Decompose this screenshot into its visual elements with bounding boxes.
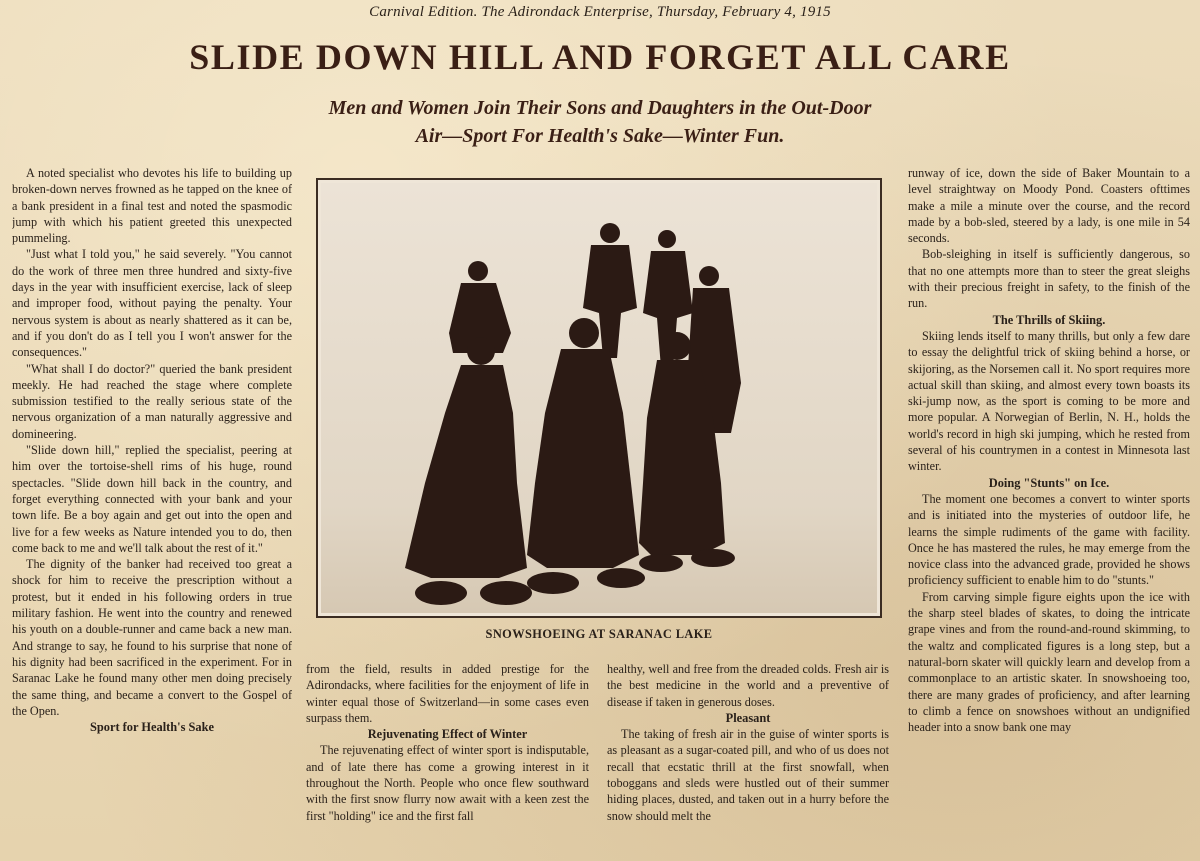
section-heading: Rejuvenating Effect of Winter — [367, 727, 528, 742]
paragraph: Bob-sleighing in itself is sufficiently dangerous, so that no one attempts more than to steer the great sleighs with their precious freight in safety, to the finish of the run. — [908, 247, 1190, 311]
headline: SLIDE DOWN HILL AND FORGET ALL CARE — [189, 37, 1011, 77]
paragraph: "Just what I told you," he said severely. "You cannot do the work of three men three hundred and sixty-five days in the year with insufficient exercise, lack of sleep and improper food, without paying the penalty. Your nervous system is about as nearly shattered as it can be, and if you don't do as I tell you I won't answer for the consequences." — [12, 247, 292, 360]
left-column — [12, 165, 292, 861]
paragraph: The rejuvenating effect of winter sport is indisputable, and of late there has come a growing interest in it throughout the North. People who once flew southward with the first snow flurry now await with a keen zest the first "holding" ice and the first fall — [306, 743, 589, 823]
subhead-line-1: Men and Women Join Their Sons and Daughters in the Out-Door — [328, 97, 872, 119]
subhead — [0, 94, 1200, 150]
photo-image — [321, 183, 877, 613]
paragraph: A noted specialist who devotes his life to building up broken-down nerves frowned as he tapped on the knee of a bank president in a final test and noted the spasmodic jump with which his patient greeted this unexpected pummeling. — [12, 166, 292, 246]
paragraph: "Slide down hill," replied the specialist, peering at him over the tortoise-shell rims of his huge, round spectacles. "Slide down hill back in the country, and forget everything connected with your bank and your town life. Be a boy again and get out into the open and live for a few weeks as Nature intended you to do, then come back to me and we'll talk about the rest of it." — [12, 443, 292, 555]
section-heading: The Thrills of Skiing. — [992, 312, 1106, 327]
continued-paragraph: from the field, results in added prestige for the Adirondacks, where facilities for the enjoyment of life in winter equal those of Switzerland—in some cases even surpass them. — [306, 662, 589, 725]
photo-caption: SNOWSHOEING AT SARANAC LAKE — [485, 627, 713, 641]
section-heading: Sport for Health's Sake — [89, 720, 215, 735]
section-heading: Doing "Stunts" on Ice. — [988, 475, 1110, 490]
snowshoers-silhouette-illustration — [321, 183, 877, 613]
subhead-line-2: Air—Sport For Health's Sake—Winter Fun. — [415, 125, 785, 147]
continued-paragraph: runway of ice, down the side of Baker Mountain to a level straightway on Moody Pond. Coasters ofttimes make a mile a minute over the course, and the record made by a bob-sled, steered by a lady, is one mile in 54 seconds. — [908, 166, 1190, 246]
paragraph: The moment one becomes a convert to winter sports and is initiated into the mysteries of outdoor life, he learns the simple rudiments of the game with facility. Once he has mastered the rules, he may emerge from the novice class into the advanced grade, provided he shows proficiency sufficient to enable him to do "stunts." — [908, 491, 1190, 588]
section-heading: Pleasant — [725, 710, 771, 725]
paragraph: The dignity of the banker had received too great a shock for him to receive the prescription without a protest, but it ended in his following orders in true military fashion. He went into the country and renewed his youth on a double-runner and came back a new man. And strange to say, he found to his surprise that none of his dignity had been sacrificed in the experiment. For in Saranac Lake he found many other men doing precisely the same thing, and became a convert to the Gospel of the Open. — [12, 557, 292, 718]
paragraph: From carving simple figure eights upon the ice with the sharp steel blades of skates, to doing the intricate grape vines and from the round-and-round skimming, to the waltz and complicated figures is a long step, but a natural-born skater will quickly learn and develop from a commonplace to an artistic skater. In snowshoeing too, there are many grades of proficiency, and after learning to climb a fence on snowshoes without an undignified header into a snow bank one may — [908, 589, 1190, 735]
paragraph: The taking of fresh air in the guise of winter sports is as pleasant as a sugar-coated pill, and who of us does not recall that ecstatic thrill at the first snowfall, when toboggans and sleds were hustled out of their summer hiding places, dusted, and taken out in a hurry before the snow should melt the — [607, 727, 889, 823]
snowshoeing-photo — [316, 178, 882, 618]
paragraph: "What shall I do doctor?" queried the bank president meekly. He had reached the stage where complete submission testified to the really serious state of the nervous organization of a man naturally aggressive and domineering. — [12, 361, 292, 441]
middle-column-1 — [306, 661, 589, 861]
middle-column-2 — [607, 661, 889, 861]
right-column — [908, 165, 1190, 861]
continued-paragraph: healthy, well and free from the dreaded colds. Fresh air is the best medicine in the world and a preventive of disease if taken in generous doses. — [607, 662, 889, 709]
dateline: Carnival Edition. The Adirondack Enterprise, Thursday, February 4, 1915 — [369, 4, 831, 20]
paragraph: Skiing lends itself to many thrills, but only a few dare to essay the delightful trick of skiing behind a horse, or skijoring, as the Norsemen call it. No sport requires more actual skill than skiing, and almost every town boasts its ski-jump now, as the sport is coming to be more and more popular. A Norwegian of Berlin, N. H., holds the world's record in high ski jumping, which he rested from several of his countrymen in a contest in Minnesota last winter. — [908, 328, 1190, 474]
